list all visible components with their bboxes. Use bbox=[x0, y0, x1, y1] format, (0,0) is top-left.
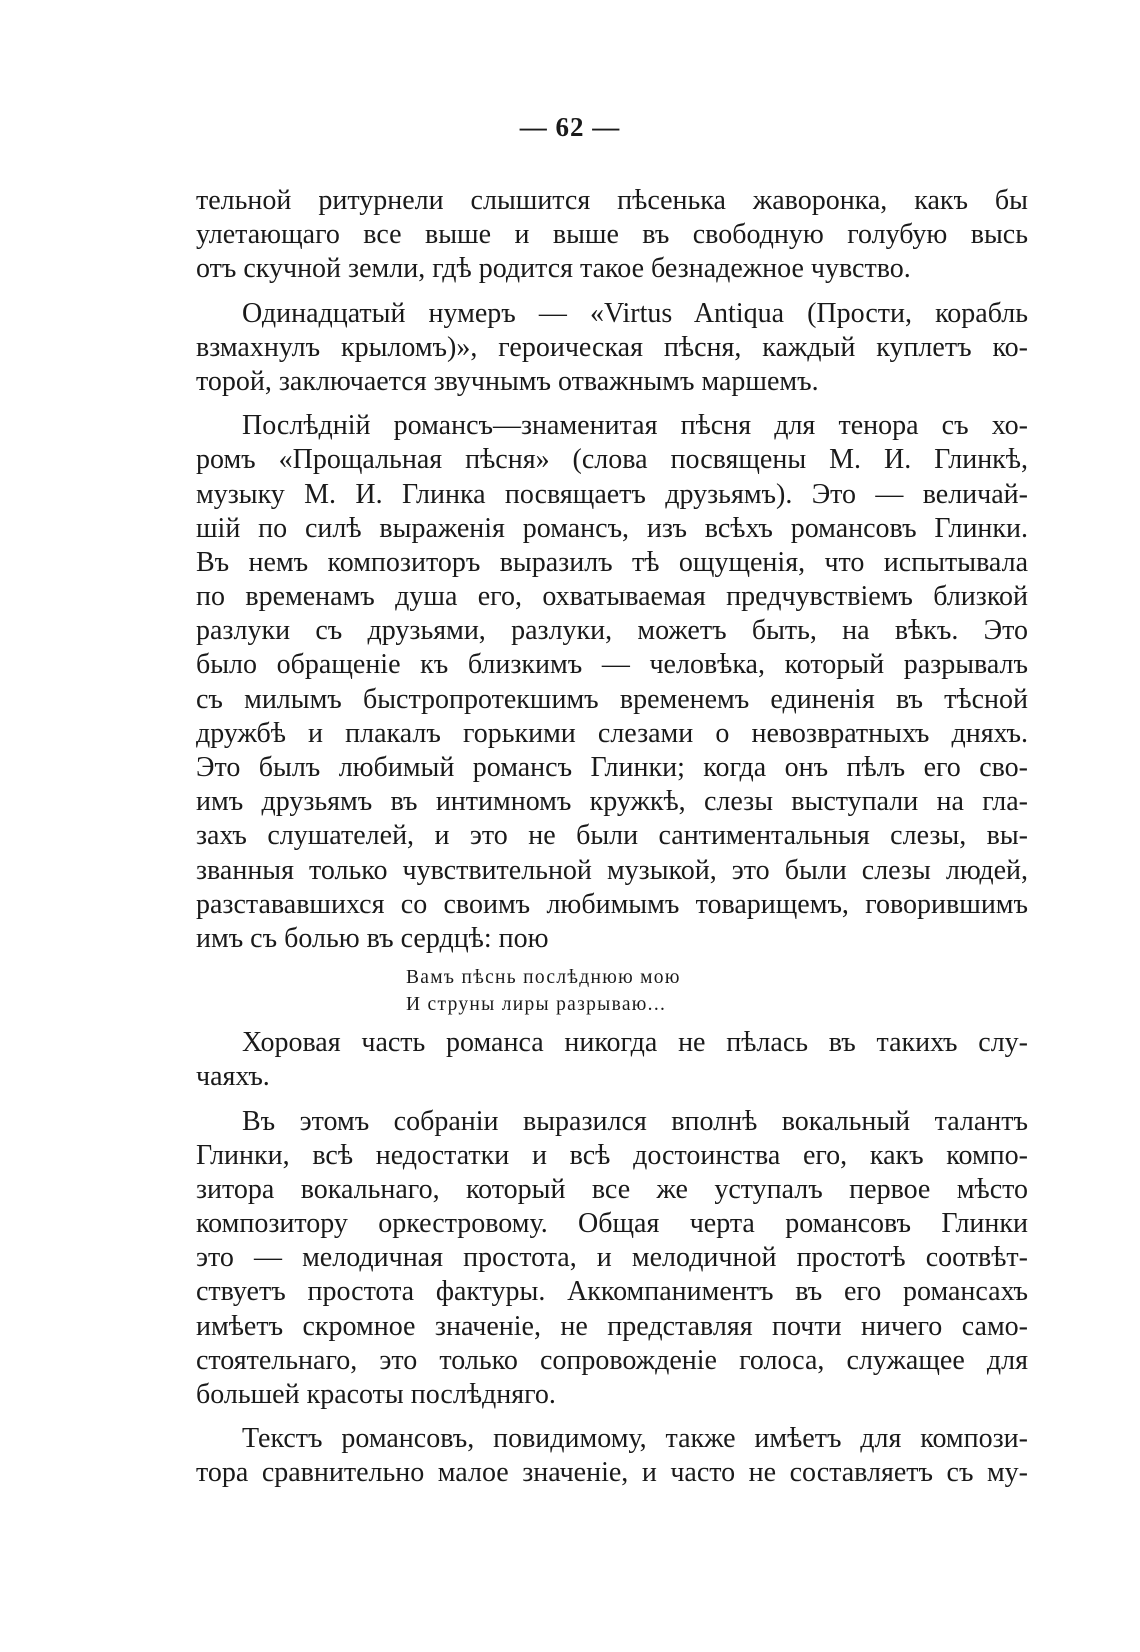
text-line: разстававшихся со своимъ любимымъ товарищемъ, говорившимъ bbox=[196, 888, 1028, 920]
text-line: имъ друзьямъ въ интимномъ кружкѣ, слезы выступали на гла- bbox=[196, 786, 1028, 818]
paragraph bbox=[196, 1026, 1028, 1094]
text-line: стоятельнаго, это только сопровожденiе голоса, служащее для bbox=[196, 1344, 1028, 1376]
verse-line: И струны лиры разрываю... bbox=[406, 994, 667, 1016]
text-line: было обращенiе къ близкимъ — человѣка, который разрывалъ bbox=[196, 649, 1028, 681]
paragraph bbox=[196, 184, 1028, 287]
verse-quote bbox=[406, 964, 1028, 1018]
verse-line: Вамъ пѣснь послѣднюю мою bbox=[406, 967, 681, 989]
text-line: тора сравнительно малое значенiе, и часто не составляетъ съ му- bbox=[196, 1457, 1028, 1489]
text-line: шiй по силѣ выраженiя романсъ, изъ всѣхъ романсовъ Глинки. bbox=[196, 512, 1028, 544]
text-line: большей красоты послѣдняго. bbox=[196, 1379, 556, 1410]
paragraph bbox=[196, 1105, 1028, 1413]
text-line: Это былъ любимый романсъ Глинки; когда онъ пѣлъ его сво- bbox=[196, 752, 1028, 783]
text-line: званныя только чувствительной музыкой, это были слезы людей, bbox=[196, 854, 1028, 886]
text-line: торой, заключается звучнымъ отважнымъ маршемъ. bbox=[196, 365, 819, 397]
text-line: ромъ «Прощальная пѣсня» (слова посвящены М. И. Глинкѣ, bbox=[196, 444, 1028, 476]
page-number: — 62 — bbox=[519, 112, 621, 142]
text-line: по временамъ душа его, охватываемая предчувствiемъ близкой bbox=[196, 581, 1028, 613]
text-line: это — мелодичная простота, и мелодичной простотѣ соотвѣт- bbox=[196, 1242, 1028, 1274]
text-line: чаяхъ. bbox=[196, 1061, 270, 1093]
text-line: тельной ритурнели слышится пѣсенька жаворонка, какъ бы bbox=[196, 185, 1028, 216]
text-line: разлуки съ друзьями, разлуки, можетъ быть, на вѣкъ. Это bbox=[196, 615, 1028, 647]
text-line: Одинадцатый нумеръ — «Virtus Antiqua (Прости, корабль bbox=[242, 297, 1028, 329]
text-line: дружбѣ и плакалъ горькими слезами о невозвратныхъ дняхъ. bbox=[196, 717, 1028, 749]
paragraph bbox=[196, 1422, 1028, 1490]
paragraph bbox=[196, 297, 1028, 400]
body-text bbox=[196, 184, 1028, 1491]
text-line: отъ скучной земли, гдѣ родится такое безнадежное чувство. bbox=[196, 253, 911, 285]
text-line: захъ слушателей, и это не были сантиментальныя слезы, вы- bbox=[196, 820, 1028, 852]
text-line: Послѣднiй романсъ—знаменитая пѣсня для тенора съ хо- bbox=[242, 410, 1028, 442]
text-line: взмахнулъ крыломъ)», героическая пѣсня, каждый куплетъ ко- bbox=[196, 331, 1028, 363]
text-line: Въ этомъ собранiи выразился вполнѣ вокальный талантъ bbox=[242, 1105, 1028, 1137]
text-line: ствуетъ простота фактуры. Аккомпаниментъ въ его романсахъ bbox=[196, 1276, 1028, 1308]
text-line: съ милымъ быстропротекшимъ временемъ единенiя въ тѣсной bbox=[196, 683, 1028, 715]
text-line: Въ немъ композиторъ выразилъ тѣ ощущенiя, что испытывала bbox=[196, 546, 1028, 578]
text-line: имъ съ болью въ сердцѣ: пою bbox=[196, 922, 549, 954]
paragraph bbox=[196, 409, 1028, 956]
text-line: композитору оркестровому. Общая черта романсовъ Глинки bbox=[196, 1208, 1028, 1240]
text-line: зитора вокальнаго, который все же уступалъ первое мѣсто bbox=[196, 1173, 1028, 1205]
text-line: Хоровая часть романса никогда не пѣлась въ такихъ слу- bbox=[242, 1027, 1028, 1059]
text-line: имѣетъ скромное значенiе, не представляя почти ничего само- bbox=[196, 1310, 1028, 1342]
text-line: музыку М. И. Глинка посвящаетъ друзьямъ). Это — величай- bbox=[196, 478, 1028, 510]
text-line: улетающаго все выше и выше въ свободную голубую высь bbox=[196, 219, 1028, 251]
text-line: Текстъ романсовъ, повидимому, также имѣетъ для компози- bbox=[242, 1423, 1028, 1455]
text-line: Глинки, всѣ недостатки и всѣ достоинства его, какъ компо- bbox=[196, 1139, 1028, 1171]
